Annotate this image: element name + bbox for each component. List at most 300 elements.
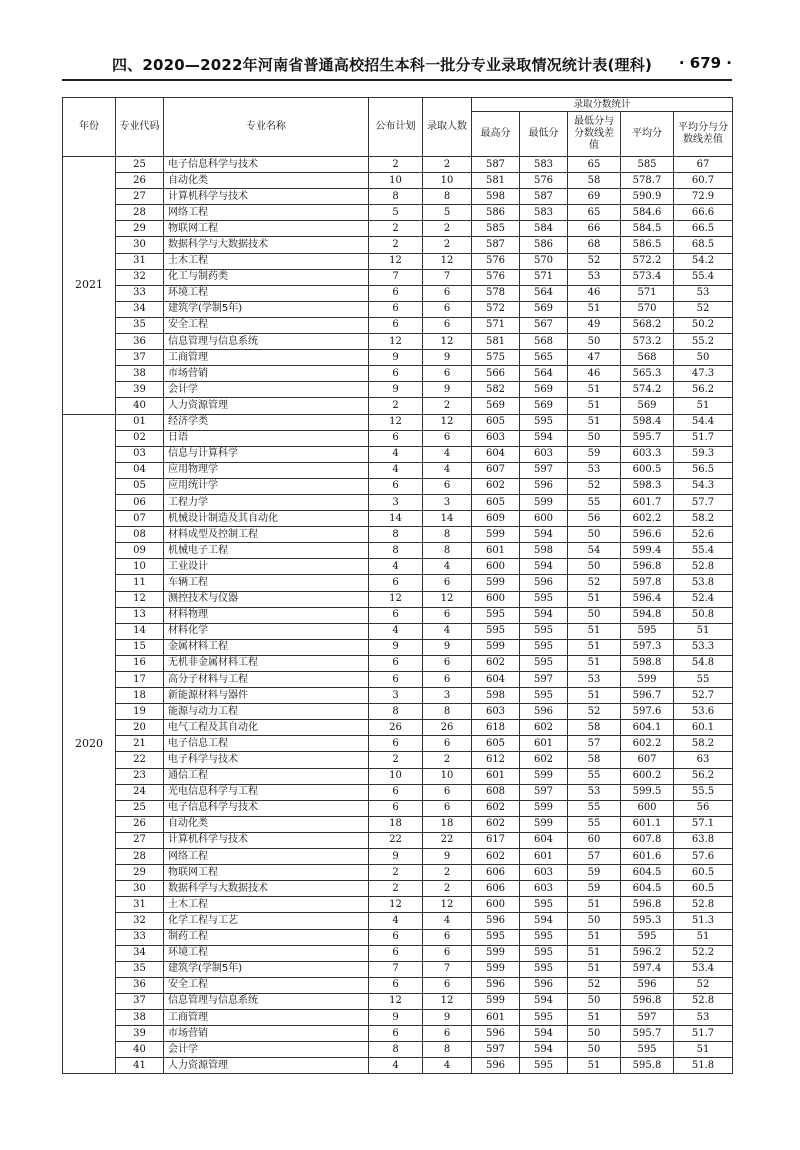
table-body: [63, 157, 733, 1074]
min-cell: 599: [520, 816, 568, 832]
code-cell: 09: [116, 543, 164, 559]
max-cell: 617: [472, 832, 520, 848]
plan-cell: 4: [369, 623, 423, 639]
avg-cell: 601.6: [621, 849, 674, 865]
avg-diff-cell: 51.8: [674, 1058, 733, 1074]
code-cell: 12: [116, 591, 164, 607]
min-diff-cell: 51: [568, 382, 621, 398]
admitted-cell: 4: [423, 623, 472, 639]
admitted-cell: 6: [423, 672, 472, 688]
admission-table: [62, 97, 733, 1074]
max-cell: 595: [472, 607, 520, 623]
min-diff-cell: 46: [568, 366, 621, 382]
min-diff-cell: 66: [568, 221, 621, 237]
table-row: [63, 688, 733, 704]
avg-diff-cell: 63.8: [674, 832, 733, 848]
min-diff-cell: 50: [568, 334, 621, 350]
code-cell: 31: [116, 897, 164, 913]
admitted-cell: 8: [423, 189, 472, 205]
code-cell: 41: [116, 1058, 164, 1074]
table-row: [63, 237, 733, 253]
admitted-cell: 4: [423, 446, 472, 462]
avg-diff-cell: 56.2: [674, 768, 733, 784]
min-diff-cell: 50: [568, 430, 621, 446]
admitted-cell: 6: [423, 301, 472, 317]
plan-cell: 6: [369, 301, 423, 317]
min-cell: 595: [520, 961, 568, 977]
admitted-cell: 9: [423, 350, 472, 366]
plan-cell: 4: [369, 446, 423, 462]
min-cell: 586: [520, 237, 568, 253]
code-cell: 26: [116, 816, 164, 832]
plan-cell: 12: [369, 897, 423, 913]
table-row: [63, 511, 733, 527]
name-cell: 化工与制药类: [164, 269, 369, 285]
plan-cell: 2: [369, 157, 423, 173]
table-row: [63, 832, 733, 848]
max-cell: 605: [472, 414, 520, 430]
min-diff-cell: 56: [568, 511, 621, 527]
plan-cell: 2: [369, 752, 423, 768]
plan-cell: 6: [369, 285, 423, 301]
code-cell: 31: [116, 253, 164, 269]
min-cell: 597: [520, 672, 568, 688]
avg-cell: 578.7: [621, 173, 674, 189]
code-cell: 21: [116, 736, 164, 752]
name-cell: 电子信息科学与技术: [164, 800, 369, 816]
table-row: [63, 655, 733, 671]
min-cell: 596: [520, 478, 568, 494]
min-diff-cell: 47: [568, 350, 621, 366]
plan-cell: 12: [369, 334, 423, 350]
min-cell: 564: [520, 366, 568, 382]
table-row: [63, 543, 733, 559]
name-cell: 电气工程及其自动化: [164, 720, 369, 736]
name-cell: 机械电子工程: [164, 543, 369, 559]
avg-diff-cell: 47.3: [674, 366, 733, 382]
table-header: [63, 98, 733, 157]
code-cell: 28: [116, 205, 164, 221]
admitted-cell: 2: [423, 237, 472, 253]
min-cell: 595: [520, 1009, 568, 1025]
max-cell: 601: [472, 768, 520, 784]
avg-cell: 602.2: [621, 511, 674, 527]
table-row: [63, 446, 733, 462]
max-cell: 602: [472, 655, 520, 671]
min-cell: 602: [520, 752, 568, 768]
max-cell: 595: [472, 929, 520, 945]
name-cell: 通信工程: [164, 768, 369, 784]
min-cell: 595: [520, 945, 568, 961]
code-cell: 25: [116, 157, 164, 173]
code-cell: 34: [116, 301, 164, 317]
avg-diff-cell: 51: [674, 623, 733, 639]
avg-cell: 599: [621, 672, 674, 688]
plan-cell: 2: [369, 221, 423, 237]
min-cell: 583: [520, 205, 568, 221]
min-cell: 569: [520, 398, 568, 414]
table-row: [63, 881, 733, 897]
code-cell: 19: [116, 704, 164, 720]
avg-diff-cell: 52.7: [674, 688, 733, 704]
min-cell: 603: [520, 446, 568, 462]
min-diff-cell: 57: [568, 849, 621, 865]
avg-diff-cell: 56.5: [674, 462, 733, 478]
table-row: [63, 849, 733, 865]
avg-diff-cell: 51: [674, 398, 733, 414]
plan-cell: 12: [369, 591, 423, 607]
avg-cell: 574.2: [621, 382, 674, 398]
name-cell: 自动化类: [164, 173, 369, 189]
table-row: [63, 736, 733, 752]
table-row: [63, 414, 733, 430]
avg-diff-cell: 51: [674, 929, 733, 945]
name-cell: 计算机科学与技术: [164, 832, 369, 848]
header-rule: [62, 79, 732, 81]
min-diff-cell: 51: [568, 655, 621, 671]
admitted-cell: 14: [423, 511, 472, 527]
plan-cell: 6: [369, 430, 423, 446]
min-diff-cell: 58: [568, 752, 621, 768]
avg-cell: 597.6: [621, 704, 674, 720]
avg-cell: 607: [621, 752, 674, 768]
min-cell: 597: [520, 462, 568, 478]
code-cell: 22: [116, 752, 164, 768]
min-cell: 568: [520, 334, 568, 350]
admitted-cell: 9: [423, 849, 472, 865]
min-diff-cell: 49: [568, 317, 621, 333]
page-number: · 679 ·: [678, 54, 732, 72]
plan-cell: 6: [369, 478, 423, 494]
code-cell: 30: [116, 237, 164, 253]
year-cell: 2021: [63, 157, 116, 415]
table-row: [63, 205, 733, 221]
min-cell: 594: [520, 527, 568, 543]
name-cell: 市场营销: [164, 366, 369, 382]
avg-diff-cell: 63: [674, 752, 733, 768]
max-cell: 603: [472, 430, 520, 446]
name-cell: 信息管理与信息系统: [164, 993, 369, 1009]
admitted-cell: 2: [423, 221, 472, 237]
code-cell: 27: [116, 832, 164, 848]
admitted-cell: 12: [423, 334, 472, 350]
name-cell: 工程力学: [164, 494, 369, 510]
min-diff-cell: 46: [568, 285, 621, 301]
avg-diff-cell: 54.3: [674, 478, 733, 494]
min-cell: 595: [520, 1058, 568, 1074]
max-cell: 605: [472, 494, 520, 510]
name-cell: 无机非金属材料工程: [164, 655, 369, 671]
name-cell: 土木工程: [164, 897, 369, 913]
avg-cell: 596.4: [621, 591, 674, 607]
min-diff-cell: 50: [568, 607, 621, 623]
col-code-header: 专业代码: [116, 98, 164, 157]
avg-diff-cell: 53: [674, 285, 733, 301]
max-cell: 596: [472, 977, 520, 993]
plan-cell: 8: [369, 527, 423, 543]
plan-cell: 9: [369, 350, 423, 366]
admitted-cell: 8: [423, 543, 472, 559]
avg-diff-cell: 51.3: [674, 913, 733, 929]
table-row: [63, 398, 733, 414]
name-cell: 土木工程: [164, 253, 369, 269]
table-row: [63, 334, 733, 350]
min-cell: 595: [520, 897, 568, 913]
name-cell: 网络工程: [164, 205, 369, 221]
plan-cell: 8: [369, 189, 423, 205]
avg-cell: 568.2: [621, 317, 674, 333]
min-diff-cell: 52: [568, 704, 621, 720]
avg-diff-cell: 55.5: [674, 784, 733, 800]
col-plan-header: 公布计划: [369, 98, 423, 157]
max-cell: 578: [472, 285, 520, 301]
admitted-cell: 2: [423, 881, 472, 897]
plan-cell: 5: [369, 205, 423, 221]
admitted-cell: 6: [423, 478, 472, 494]
max-cell: 602: [472, 816, 520, 832]
code-cell: 38: [116, 1009, 164, 1025]
min-diff-cell: 55: [568, 800, 621, 816]
avg-cell: 596.8: [621, 897, 674, 913]
avg-diff-cell: 60.5: [674, 881, 733, 897]
avg-cell: 598.3: [621, 478, 674, 494]
table-row: [63, 929, 733, 945]
max-cell: 604: [472, 446, 520, 462]
min-cell: 595: [520, 688, 568, 704]
admitted-cell: 8: [423, 704, 472, 720]
avg-cell: 602.2: [621, 736, 674, 752]
min-cell: 594: [520, 559, 568, 575]
plan-cell: 8: [369, 1042, 423, 1058]
max-cell: 576: [472, 253, 520, 269]
min-diff-cell: 50: [568, 913, 621, 929]
name-cell: 人力资源管理: [164, 398, 369, 414]
min-cell: 599: [520, 494, 568, 510]
code-cell: 40: [116, 1042, 164, 1058]
code-cell: 17: [116, 672, 164, 688]
name-cell: 安全工程: [164, 977, 369, 993]
avg-cell: 596.2: [621, 945, 674, 961]
name-cell: 经济学类: [164, 414, 369, 430]
min-cell: 599: [520, 800, 568, 816]
min-diff-cell: 51: [568, 1058, 621, 1074]
avg-cell: 584.6: [621, 205, 674, 221]
code-cell: 23: [116, 768, 164, 784]
code-cell: 35: [116, 961, 164, 977]
min-diff-cell: 68: [568, 237, 621, 253]
max-cell: 566: [472, 366, 520, 382]
code-cell: 02: [116, 430, 164, 446]
name-cell: 网络工程: [164, 849, 369, 865]
table-row: [63, 977, 733, 993]
table-row: [63, 1058, 733, 1074]
avg-diff-cell: 53: [674, 1009, 733, 1025]
plan-cell: 14: [369, 511, 423, 527]
code-cell: 03: [116, 446, 164, 462]
min-diff-cell: 65: [568, 157, 621, 173]
max-cell: 601: [472, 1009, 520, 1025]
avg-cell: 572.2: [621, 253, 674, 269]
name-cell: 光电信息科学与工程: [164, 784, 369, 800]
min-diff-cell: 51: [568, 301, 621, 317]
code-cell: 36: [116, 334, 164, 350]
min-diff-cell: 69: [568, 189, 621, 205]
admitted-cell: 6: [423, 285, 472, 301]
table-row: [63, 478, 733, 494]
plan-cell: 6: [369, 1026, 423, 1042]
plan-cell: 6: [369, 317, 423, 333]
avg-diff-cell: 72.9: [674, 189, 733, 205]
min-diff-cell: 50: [568, 993, 621, 1009]
admitted-cell: 2: [423, 865, 472, 881]
max-cell: 571: [472, 317, 520, 333]
table-row: [63, 269, 733, 285]
avg-diff-cell: 60.5: [674, 865, 733, 881]
table-row: [63, 173, 733, 189]
admitted-cell: 2: [423, 157, 472, 173]
admitted-cell: 6: [423, 317, 472, 333]
min-cell: 600: [520, 511, 568, 527]
admitted-cell: 4: [423, 1058, 472, 1074]
name-cell: 数据科学与大数据技术: [164, 237, 369, 253]
code-cell: 37: [116, 350, 164, 366]
avg-diff-cell: 51.7: [674, 1026, 733, 1042]
name-cell: 机械设计制造及其自动化: [164, 511, 369, 527]
min-cell: 594: [520, 607, 568, 623]
code-cell: 01: [116, 414, 164, 430]
plan-cell: 6: [369, 575, 423, 591]
table-row: [63, 430, 733, 446]
plan-cell: 2: [369, 865, 423, 881]
max-cell: 600: [472, 559, 520, 575]
min-cell: 576: [520, 173, 568, 189]
plan-cell: 6: [369, 736, 423, 752]
avg-diff-cell: 54.2: [674, 253, 733, 269]
plan-cell: 9: [369, 1009, 423, 1025]
avg-diff-cell: 58.2: [674, 736, 733, 752]
plan-cell: 7: [369, 269, 423, 285]
max-cell: 606: [472, 865, 520, 881]
avg-cell: 599.4: [621, 543, 674, 559]
max-cell: 585: [472, 221, 520, 237]
max-cell: 586: [472, 205, 520, 221]
avg-cell: 594.8: [621, 607, 674, 623]
avg-cell: 584.5: [621, 221, 674, 237]
plan-cell: 9: [369, 849, 423, 865]
code-cell: 38: [116, 366, 164, 382]
avg-cell: 607.8: [621, 832, 674, 848]
admitted-cell: 3: [423, 494, 472, 510]
name-cell: 环境工程: [164, 285, 369, 301]
table-row: [63, 639, 733, 655]
code-cell: 24: [116, 784, 164, 800]
min-cell: 595: [520, 623, 568, 639]
table-row: [63, 350, 733, 366]
admitted-cell: 18: [423, 816, 472, 832]
avg-cell: 597: [621, 1009, 674, 1025]
min-cell: 567: [520, 317, 568, 333]
avg-diff-cell: 66.6: [674, 205, 733, 221]
max-cell: 602: [472, 849, 520, 865]
avg-diff-cell: 66.5: [674, 221, 733, 237]
min-diff-cell: 65: [568, 205, 621, 221]
min-diff-cell: 51: [568, 945, 621, 961]
admitted-cell: 2: [423, 398, 472, 414]
avg-diff-cell: 52.8: [674, 897, 733, 913]
table-row: [63, 366, 733, 382]
name-cell: 环境工程: [164, 945, 369, 961]
min-diff-cell: 58: [568, 720, 621, 736]
table-row: [63, 527, 733, 543]
page-header: [62, 50, 732, 78]
avg-cell: 596.6: [621, 527, 674, 543]
max-cell: 596: [472, 1026, 520, 1042]
plan-cell: 2: [369, 881, 423, 897]
avg-diff-cell: 55: [674, 672, 733, 688]
table-row: [63, 623, 733, 639]
avg-diff-cell: 53.3: [674, 639, 733, 655]
code-cell: 29: [116, 865, 164, 881]
name-cell: 数据科学与大数据技术: [164, 881, 369, 897]
plan-cell: 6: [369, 607, 423, 623]
max-cell: 612: [472, 752, 520, 768]
code-cell: 15: [116, 639, 164, 655]
admitted-cell: 6: [423, 784, 472, 800]
avg-diff-cell: 50.2: [674, 317, 733, 333]
min-cell: 595: [520, 929, 568, 945]
max-cell: 569: [472, 398, 520, 414]
table-row: [63, 301, 733, 317]
table-row: [63, 704, 733, 720]
code-cell: 37: [116, 993, 164, 1009]
max-cell: 599: [472, 527, 520, 543]
avg-cell: 597.4: [621, 961, 674, 977]
code-cell: 27: [116, 189, 164, 205]
min-diff-cell: 54: [568, 543, 621, 559]
avg-cell: 596.8: [621, 993, 674, 1009]
plan-cell: 12: [369, 414, 423, 430]
min-diff-cell: 59: [568, 881, 621, 897]
min-cell: 594: [520, 1042, 568, 1058]
plan-cell: 4: [369, 559, 423, 575]
max-cell: 600: [472, 897, 520, 913]
min-diff-cell: 51: [568, 398, 621, 414]
avg-diff-cell: 53.6: [674, 704, 733, 720]
min-diff-cell: 52: [568, 575, 621, 591]
plan-cell: 6: [369, 366, 423, 382]
max-cell: 609: [472, 511, 520, 527]
admitted-cell: 9: [423, 1009, 472, 1025]
plan-cell: 2: [369, 398, 423, 414]
avg-diff-cell: 68.5: [674, 237, 733, 253]
name-cell: 化学工程与工艺: [164, 913, 369, 929]
plan-cell: 3: [369, 688, 423, 704]
code-cell: 25: [116, 800, 164, 816]
avg-cell: 595.8: [621, 1058, 674, 1074]
col-min-header: 最低分: [520, 112, 568, 157]
name-cell: 自动化类: [164, 816, 369, 832]
min-diff-cell: 50: [568, 527, 621, 543]
min-diff-cell: 53: [568, 672, 621, 688]
max-cell: 596: [472, 1058, 520, 1074]
admitted-cell: 12: [423, 897, 472, 913]
avg-cell: 603.3: [621, 446, 674, 462]
col-min-diff-header: 最低分与分数线差值: [568, 112, 621, 157]
plan-cell: 4: [369, 1058, 423, 1074]
max-cell: 582: [472, 382, 520, 398]
code-cell: 39: [116, 382, 164, 398]
min-diff-cell: 51: [568, 639, 621, 655]
